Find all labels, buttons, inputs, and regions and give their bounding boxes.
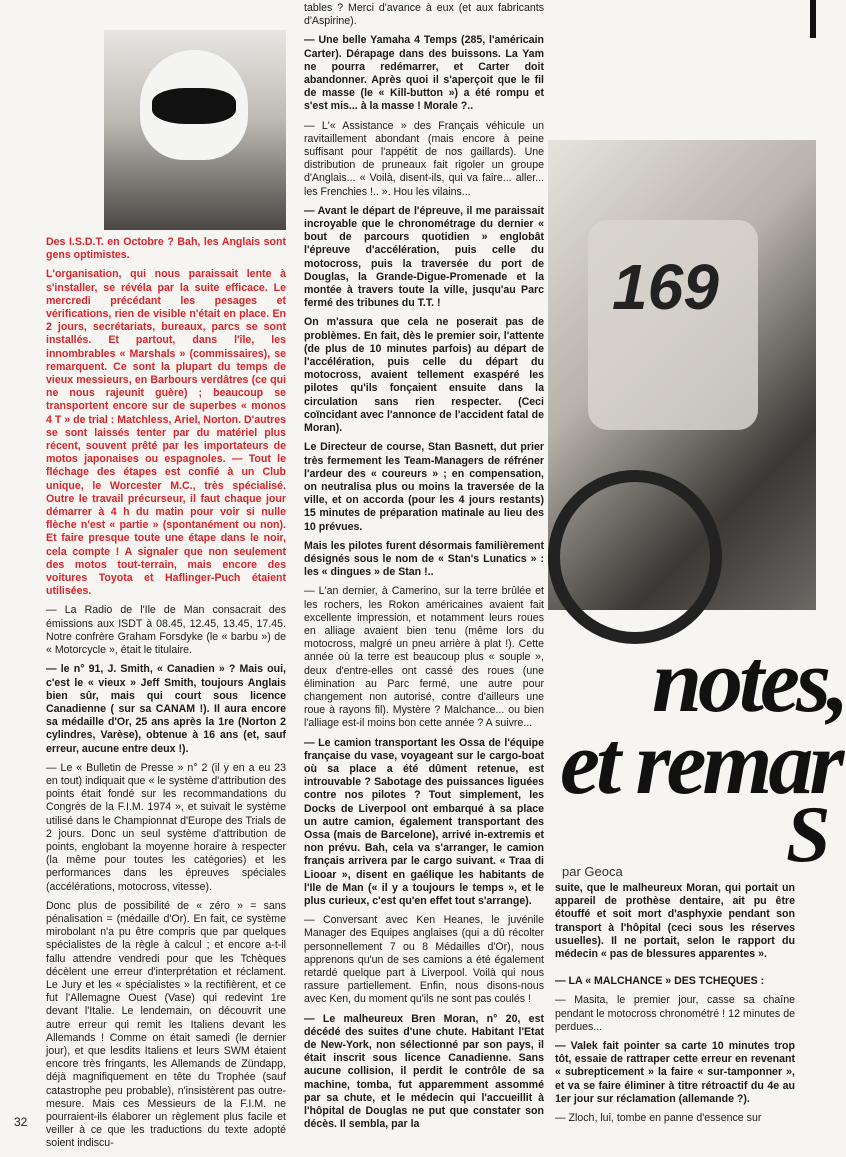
page-edge-mark bbox=[810, 0, 816, 38]
assistance-paragraph: — L'« Assistance » des Français véhicule un ravitaillement abondant (mais encore à peine suffisant pour l'appétit de nos gaillards). Une distribution de pruneaux fait rigoler un groupe d'Anglais... « Voilà, disent-ils, qui va faire... aller... les Frenchies !.. ». Hou les vilains... bbox=[304, 119, 544, 198]
zloch-paragraph: — Zloch, lui, tombe en panne d'essence sur bbox=[555, 1112, 762, 1125]
wheel-shape bbox=[548, 470, 722, 644]
valek-paragraph: — Valek fait pointer sa carte 10 minutes trop tôt, essaie de rattraper cette erreur en revenant « subrepticement » la faire « sur-tamponner », et va se faire éliminer à titre rétroactif du 4e au 1er jour sur réclamation (allemande ?). bbox=[555, 1040, 795, 1105]
yamaha-paragraph: — Une belle Yamaha 4 Temps (285, l'américain Carter). Dérapage dans des buissons. La Yam ne pourra redémarrer, et Carter doit abandonner. Après quoi il s'aperçoit que le fil de masse (le « Kill-button ») a été rompu et s'est mis... à la masse ! Morale ?.. bbox=[304, 34, 544, 113]
assura-paragraph: On m'assura que cela ne poserait pas de problèmes. En fait, dès le premier soir, l'attente (de plus de 10 minutes parfois) au départ de l'accélération, puis celle du départ du motocross, avaient tellement exaspéré les pilotes qu'ils fonçaient ensuite dans la circulation sans rien respecter. (Ceci coïncidant avec l'annonce de l'accident fatal de Moran). bbox=[304, 316, 544, 435]
malchance-heading: — LA « MALCHANCE » DES TCHEQUES : bbox=[555, 975, 765, 988]
byline: par Geoca bbox=[562, 864, 623, 879]
race-number: 169 bbox=[612, 251, 719, 323]
depart-paragraph: — Avant le départ de l'épreuve, il me paraissait incroyable que le chronométrage du dernier « bout de parcours quotidien » englobât l'épreuve d'accélération, puis celle du motocross, puis la traversée du port de Douglas, la Grande-Digue-Promenade et la montée à travers toute la ville, jusqu'au Parc fermé des tribunes du T.T. ! bbox=[304, 204, 544, 310]
camion-paragraph: — Le camion transportant les Ossa de l'équipe française du vase, voyageant sur le cargo-boat où sa place a été dûment retenue, est introuvable ? Sabotage des puissances liguées contre nos pilotes ? Tout simplement, les Docks de Liverpool ont embarqué à sa place un autre camion, également transportant des Ossa (mais de Barcelone), arrivé in-extremis et non prévu. Bah, cela va s'arranger, le camion français arrivera par le cargo suivant. « Traa di Liooar », disent en gaélique les habitants de l'Ile de Man (« il y a toujours le temps », et le plus curieux, c'est qu'en effet tout s'arrange). bbox=[304, 736, 544, 907]
radio-paragraph: — La Radio de l'Ile de Man consacrait des émissions aux ISDT à 08.45, 12.45, 13.45, 17.45. Notre confrère Graham Forsdyke (le « barbu ») de « Motorcycle », était le titulaire. bbox=[46, 604, 286, 657]
motorcycle-photo bbox=[548, 140, 816, 610]
page-number: 32 bbox=[14, 1115, 28, 1129]
column-left bbox=[46, 236, 286, 1157]
column-right bbox=[555, 882, 795, 1131]
bulletin-paragraph: — Le « Bulletin de Presse » n° 2 (il y en a eu 23 en tout) indiquait que « le système d'attribution des points était fondé sur les recommandations du Congrès de la F.I.M. 1974 », et suivait le système utilisé dans le Championnat d'Europe des Trials de 2 jours. Donc un seul système d'attribution de points, englobant la moyenne horaire à respecter (la même pour toutes les catégories) et les performances dans les épreuves spéciales (accélérations, motocross, vitesse). bbox=[46, 761, 286, 893]
headline-line-3: S bbox=[786, 791, 831, 879]
goggles-shape bbox=[152, 88, 236, 124]
intro-paragraph: Des I.S.D.T. en Octobre ? Bah, les Anglais sont gens optimistes. bbox=[46, 236, 286, 262]
smith-paragraph: — le n° 91, J. Smith, « Canadien » ? Mais oui, c'est le « vieux » Jeff Smith, toujours Anglais bien sûr, mais qui court sous licence Canadienne ( sur sa CANAM !). Il aura encore sa médaille d'Or, 25 ans après la 1re (Norton 2 cylindres, Varèse), obtenue à 16 ans (et, sauf erreur, aucune entre deux !). bbox=[46, 663, 286, 755]
zero-paragraph: Donc plus de possibilité de « zéro » = sans pénalisation = (médaille d'Or). En fait, ce système mirobolant n'a pu être compris que par quelques spécialistes de la règle à calcul ; et encore a-t-il fallu attendre vendredi pour que les Tchèques décèlent une erreur d'interprétation et réclament. Le Jury et les « spécialistes » la rectifièrent, et ce fut l'Allemagne Ouest (Vase) qui redevint 1re devant l'Italie. Le lendemain, on découvrit une autre erreur qui remit les Italiens devant les Allemands ! Comme on était samedi (le dernier jour), et que lesdits Italiens et leurs SWM étaient encore très fringants, les Allemands de Zündapp, déjà magnifiquement en tête du Trophée (sauf catastrophe peu probable), n'insistèrent pas outre-mesure. Mais ces Messieurs de la F.I.M. ne pourraient-ils élaborer un règlement plus facile et veiller à ce que les traductions du texte adopté soient indiscu- bbox=[46, 899, 286, 1150]
lunatics-paragraph: Mais les pilotes furent désormais familièrement désignés sous le nom de « Stan's Lunatics » : les « dingues » de Stan !.. bbox=[304, 539, 544, 579]
heanes-paragraph: — Conversant avec Ken Heanes, le juvénile Manager des Equipes anglaises (qui a dû récolter personnellement 7 ou 8 Médailles d'Or), nous apprenons qu'un de ses camions a été également retardé quelque part à Liverpool. Voilà qui nous rassure partiellement. Enfin, nous disons-nous avec Ken, du moment qu'ils ne sont pas coulés ! bbox=[304, 914, 544, 1006]
headline-line-1: notes, bbox=[652, 632, 846, 731]
moran-paragraph: — Le malheureux Bren Moran, n° 20, est décédé des suites d'une chute. Habitant l'Etat de New-York, non sélectionné par son pays, il était inscrit sous licence Canadienne. Sans aucune collision, il perdit le contrôle de sa machine, tomba, fut apparemment assommé par sa chute, et le médecin qui l'accueillit à l'hôpital de Douglas ne put que constater son décès. Il sembla, par la bbox=[304, 1012, 544, 1131]
directeur-paragraph: Le Directeur de course, Stan Basnett, dut prier très fermement les Team-Managers de réfréner l'ardeur des « coureurs » ; en compensation, on neutralisa plus ou moins la traversée de la ville, et on accorda (pour les 4 jours restants) 15 minutes de préparation matinale au lieu des 10 prévues. bbox=[304, 441, 544, 533]
headline-line-2: et remar bbox=[560, 714, 841, 813]
masita-paragraph: — Masita, le premier jour, casse sa chaîne pendant le motocross chronométré ! 12 minutes de perdues... bbox=[555, 994, 795, 1033]
tables-paragraph: tables ? Merci d'avance à eux (et aux fabricants d'Aspirine). bbox=[304, 2, 544, 28]
column-middle bbox=[304, 2, 544, 1137]
organisation-paragraph: L'organisation, qui nous paraissait lente à s'installer, se révéla par la suite efficace. Le mercredi précédant les pesages et vérifications, rien de visible n'était en place. En 2 jours, secrétariats, bureaux, parcs se sont installés. Et partout, dans l'île, les innombrables « Marshals » (commissaires), se remarquent. Ce sont la plupart du temps de vieux messieurs, en Barbours verdâtres (ce qui ne nous rajeunit guère) ; beaucoup se transportent encore sur de superbes « monos 4 T » de trial : Matchless, Ariel, Norton. D'autres se sont laissés tenter par du matériel plus récent, souvent prêté par les importateurs de motos japonaises ou espagnoles. — Tout le fléchage des étapes est confié à un Club unique, le Worcester M.C., très spécialisé. Outre le travail précurseur, il faut chaque jour démarrer à 4 h du matin pour voir si nulle flèche n'est « partie » (spontanément ou non). Et faire presque toute une étape dans le noir, cela compte ! A signaler que non seulement des motos tout-terrain, mais encore des voitures Toyota et Haflinger-Puch étaient utilisées. bbox=[46, 268, 286, 598]
camerino-paragraph: — L'an dernier, à Camerino, sur la terre brûlée et les rochers, les Rokon américaines avaient fait excellente impression, et notamment leurs roues en alliage avaient bien tenu (même lors du motocross, malgré un pneu arrière à plat !). Cette année où la terre est beaucoup plus « souple », deux d'entre-elles ont cassé des roues (une élimination au Parc fermé, une autre pour changement non autorisé, contre d'ailleurs une roue à rayons fil). Mystère ? Malchance... ou bien l'alliage est-il moins bon cette année ? A suivre... bbox=[304, 585, 544, 730]
suite-paragraph: suite, que le malheureux Moran, qui portait un appareil de prothèse dentaire, ait pu être étouffé et soit mort d'asphyxie pendant son transport à l'hôpital (ceci sous les réserves usuelles). Il ne portait, selon le rapport du médecin « pas de blessures apparentes ». bbox=[555, 882, 795, 961]
rider-portrait-photo bbox=[104, 30, 286, 230]
